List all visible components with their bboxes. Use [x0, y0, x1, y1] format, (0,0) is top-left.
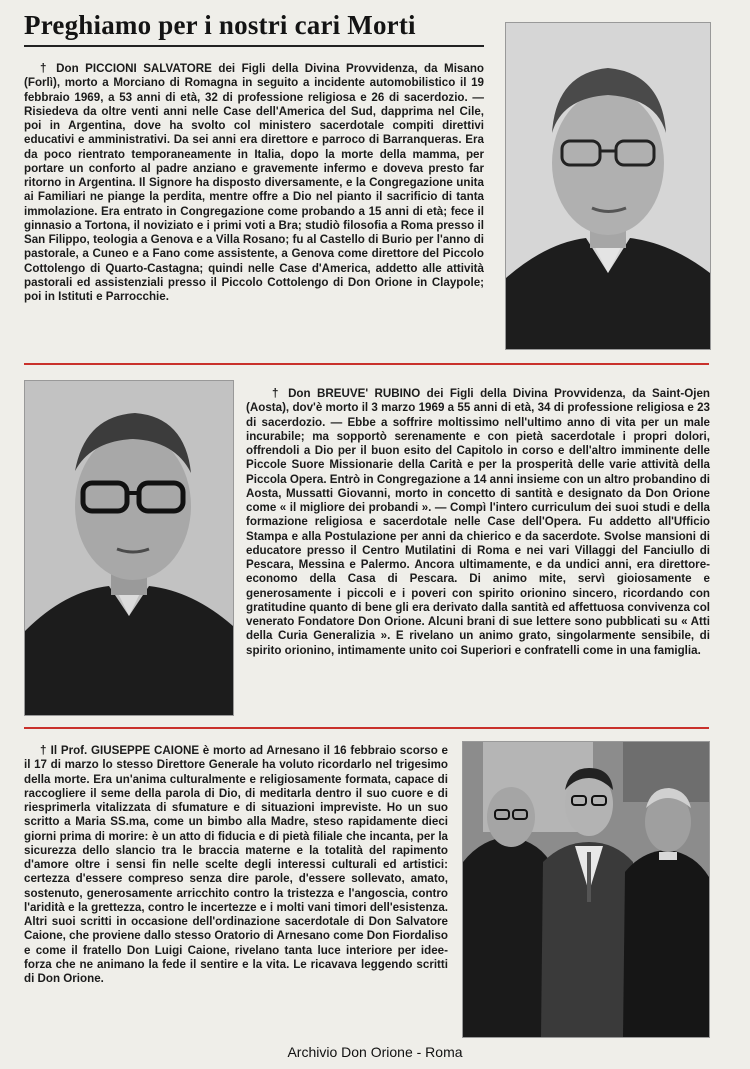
- portrait-breuve-image: [25, 381, 233, 715]
- section-divider-2: [24, 727, 709, 729]
- obituary-piccioni-text: † Don PICCIONI SALVATORE dei Figli della Divina Provvidenza, da Misano (Forlì), morto a Morciano di Romagna in seguito a incidente automobilistico il 19 febbraio 1969, a 53 anni di età, 32 di professione religiosa e 26 di sacerdozio. — Risiedeva da oltre venti anni nelle Case dell'America del Sud, dapprima nel Cile, poi in Argentina, dove ha svolto col ministero sacerdotale compiti direttivi educativi e amministrativi. Da sei anni era direttore e parroco di Barranqueras. Era da poco rientrato temporaneamente in Italia, dopo la morte della mamma, per portare un conforto al padre anziano e gravemente infermo e doveva presto far ritorno in Argentina. Il Signore ha disposto diversamente, e la Congregazione unita ai Familiari ne piange la perdita, mentre offre a Dio nel pianto il sacrificio di tanta immolazione. Era entrato in Congregazione come probando a 15 anni di età; fece il ginnasio a Tortona, il noviziato e i primi voti a Bra; studiò filosofia a Roma presso il San Filippo, teologia a Genova e a Villa Rosano; fu al Castello di Burio per l'anno di pastorale, a Cuneo e a Fano come assistente, a Genova come direttore del Piccolo Cottolengo di Quarto-Castagna; quindi nelle Case d'America, addetto alle attività pastorali ed assistenziali presso il Piccolo Cottolengo di Don Orione in Claypole; poi in Istituti e Parrocchie.: [24, 62, 484, 303]
- section-divider-1: [24, 363, 709, 365]
- obituary-caione-text: † Il Prof. GIUSEPPE CAIONE è morto ad Arnesano il 16 febbraio scorso e il 17 di marzo lo stesso Direttore Generale ha voluto ricordarlo nel trigesimo della morte. Era un'anima culturalmente e religiosamente formata, capace di raccogliere il seme della parola di Dio, di meditarla dentro il suo cuore e di riesprimerla vitalizzata di sfumature e di situazioni impreviste. Ho un suo scritto a Maria SS.ma, come un bimbo alla Madre, steso rapidamente dieci giorni prima di morire: è un atto di fiducia e di pietà filiale che incanta, per la sicurezza dello slancio tra le braccia materne e la totalità del rapimento d'amore oltre i sensi fin nelle scelte degli interessi culturali ed artistici: certezza d'essere compreso senza dire parole, d'essere sollevato, amato, sostenuto, generosamente arricchito contro la tristezza e l'angoscia, contro l'aridità e la grettezza, contro le incertezze e i molti vani timori dell'esistenza. Altri suoi scritti in occasione dell'ordinazione sacerdotale di Don Salvatore Caione, che proviene dallo stesso Oratorio di Arnesano come Don Fiordaliso e come il fratello Don Luigi Caione, rivelano tanta luce interiore per idee-forza che ne animano la fede il sentire e la vita. Le ricavava leggendo scritti di Don Orione.: [24, 744, 448, 985]
- portrait-breuve: [24, 380, 234, 716]
- obituary-breuve-text: † Don BREUVE' RUBINO dei Figli della Divina Provvidenza, da Saint-Ojen (Aosta), dov'è morto il 3 marzo 1969 a 55 anni di età, 34 di professione religiosa e 23 di sacerdozio. — Ebbe a soffrire moltissimo nell'ultimo anno di vita per un male incurabile; ma sopportò serenamente e con pietà sacerdotale i propri dolori, offrendoli a Dio per il buon esito del Capitolo in corso e dell'altro imminente delle Piccole Suore Missionarie della Carità e per la prosperità delle varie attività della Piccola Opera. Entrò in Congregazione a 14 anni insieme con un altro probandino di Aosta, Mussatti Giovanni, morto in concetto di santità e designato da Don Orione come « il migliore dei probandi ». — Compì l'intero curriculum dei suoi studi e della formazione religiosa e sacerdotale nelle Case dell'Opera. Fu addetto all'Ufficio Stampa e alla Postulazione per anni da chierico e da sacerdote. Svolse mansioni di educatore presso il Centro Mutilatini di Roma e nei vari Villaggi del Fanciullo di Pescara, Messina e Palermo. Ancora ultimamente, e da undici anni, era direttore-economo della Casa di Pescara. Di animo mite, servì gioiosamente e generosamente i piccoli e i poveri con spirito orionino sincero, ricordando con gratitudine quanto di bene gli era derivato dalla santità ed affettuosa convivenza col venerato Fondatore Don Orione. Alcuni brani di sue lettere sono pubblicati su « Atti della Curia Generalizia ». E rivelano un animo grato, singolarmente sensibile, di spirito orionino, intimamente unito coi Superiori e confratelli come in una famiglia.: [246, 387, 710, 657]
- obituary-caione: [24, 744, 448, 986]
- portrait-piccioni-image: [506, 23, 710, 349]
- group-photo-caione-image: [463, 742, 709, 1037]
- group-photo-caione: [462, 741, 710, 1038]
- portrait-piccioni: [505, 22, 711, 350]
- obituary-piccioni: [24, 62, 484, 304]
- obituary-breuve: [246, 387, 710, 658]
- archive-footer: Archivio Don Orione - Roma: [287, 1044, 463, 1060]
- title-underline: [24, 45, 484, 47]
- page-title: Preghiamo per i nostri cari Morti: [24, 10, 416, 40]
